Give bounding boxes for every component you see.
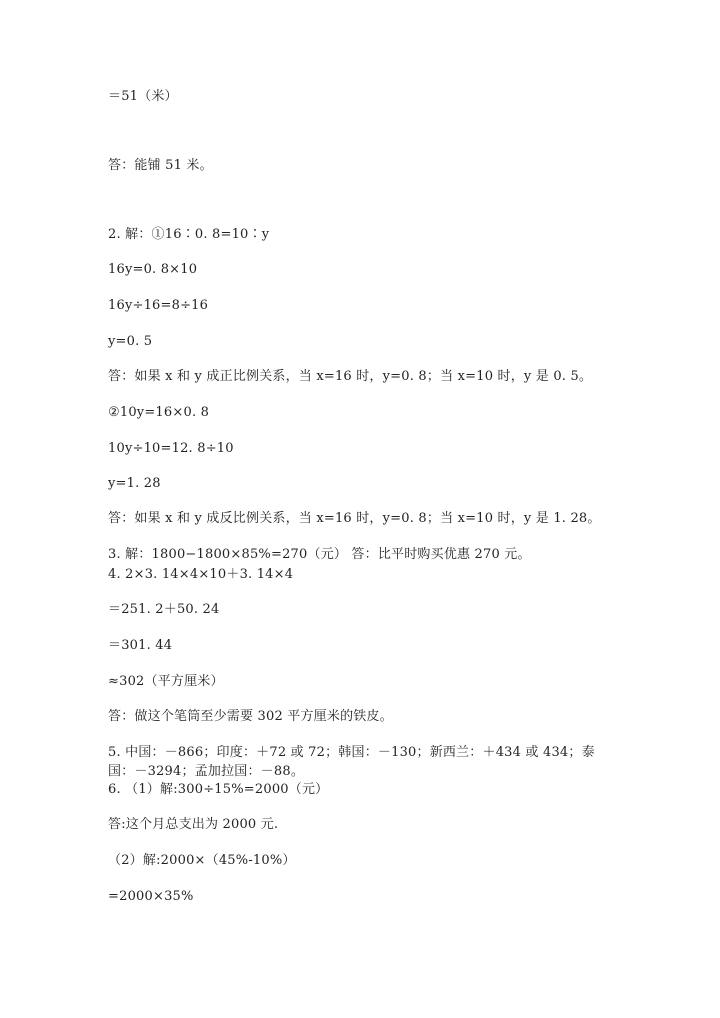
line-20: 6. （1）解:300÷15%=2000（元） — [108, 782, 329, 797]
line-16: ≈302（平方厘米） — [108, 674, 224, 689]
line-17: 答：做这个笔筒至少需要 302 平方厘米的铁皮。 — [108, 709, 393, 724]
line-13: 4. 2×3. 14×4×10＋3. 14×4 — [108, 567, 294, 582]
line-19: 国：－3294；孟加拉国：－88。 — [108, 764, 305, 779]
line-3: 2. 解：①16∶0. 8=10∶y — [108, 227, 270, 242]
line-2: 答：能铺 51 米。 — [108, 158, 213, 173]
line-9: 10y÷10=12. 8÷10 — [108, 441, 234, 456]
line-14: ＝251. 2＋50. 24 — [108, 602, 220, 617]
line-6: y=0. 5 — [108, 334, 153, 349]
line-4: 16y=0. 8×10 — [108, 262, 198, 277]
line-7: 答：如果 x 和 y 成正比例关系，当 x=16 时，y=0. 8；当 x=10 时，y 是 0. 5。 — [108, 369, 593, 384]
line-10: y=1. 28 — [108, 476, 161, 491]
line-15: ＝301. 44 — [108, 638, 173, 653]
line-5: 16y÷16=8÷16 — [108, 298, 209, 313]
line-11: 答：如果 x 和 y 成反比例关系，当 x=16 时，y=0. 8；当 x=10 时，y 是 1. 28。 — [108, 511, 601, 526]
line-23: =2000×35% — [108, 889, 194, 904]
line-22: （2）解:2000×（45%-10%） — [108, 853, 296, 868]
line-21: 答:这个月总支出为 2000 元. — [108, 817, 279, 832]
line-1: ＝51（米） — [108, 89, 178, 104]
line-8: ②10y=16×0. 8 — [108, 405, 210, 420]
line-12: 3. 解：1800−1800×85%=270（元） 答：比平时购买优惠 270 元。 — [108, 547, 531, 562]
line-18: 5. 中国：－866；印度：＋72 或 72；韩国：－130；新西兰：＋434 或 434；泰 — [108, 745, 595, 760]
